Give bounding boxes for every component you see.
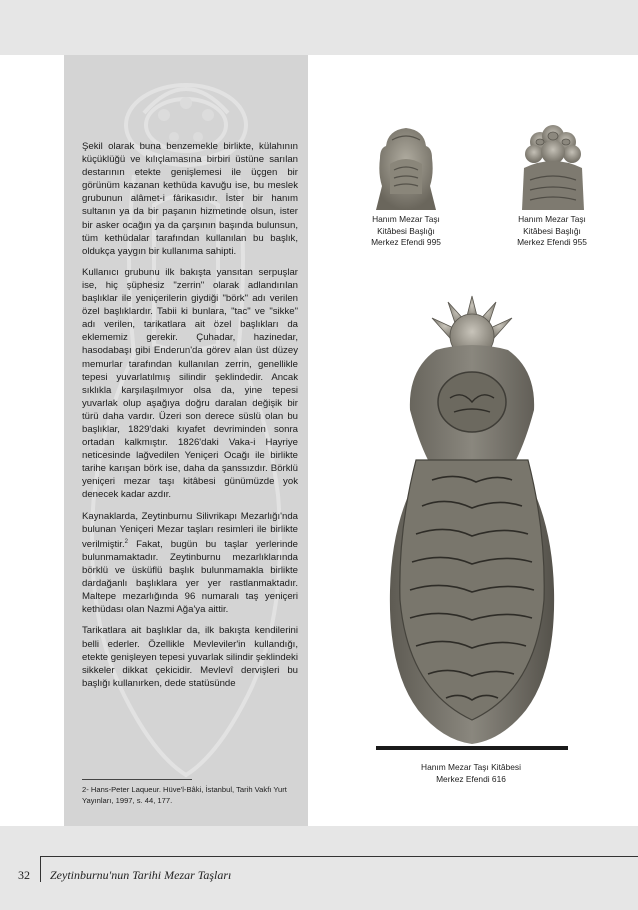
figure-caption-3 — [396, 762, 546, 785]
caption-line: Kitâbesi Başlığı — [523, 225, 581, 236]
caption-line: Merkez Efendi 955 — [517, 237, 587, 247]
footer-rule — [40, 856, 638, 857]
page-number: 32 — [18, 868, 30, 882]
caption-line: Hanım Mezar Taşı — [518, 214, 586, 224]
running-title: Zeytinburnu'nun Tarihi Mezar Taşları — [50, 868, 232, 882]
body-text — [82, 140, 298, 698]
footnote: 2- Hans-Peter Laqueur. Hüve'l-Bâki, İstanbul, Tarih Vakfı Yurt Yayınları, 1997, s. 44, 177. — [82, 785, 287, 805]
paragraph — [82, 510, 298, 617]
tombstone-crest-photo-2 — [510, 124, 596, 210]
paragraph: Şekil olarak buna benzemekle birlikte, külahının küçüklüğü ve kılıçlamasına birbiri üstüne sarılan destarının etekte genişlemesi ile üçgen bir görünüm kazanan kethüda kavuğu ise, bu meslek grubunun alâmet-i fârikasıdır. İster bir hanım sultanın ya da bir paşanın hizmetinde olsun, ister bir asker ocağın ya da çarşının başında bulunsun, tüm kethüdalar tarafından kullanılan bu başlık, oldukça yaygın bir kullanıma sahipti. — [82, 141, 298, 257]
figure-caption-1 — [356, 214, 456, 249]
figure-caption-2 — [502, 214, 602, 249]
paragraph: Kullanıcı grubunu ilk bakışta yansıtan serpuşlar ise, hiç şüphesiz "zerrin" olarak adlandırılan başlıklar ile yeniçerilerin giydiği "börk" adı verilen özel başlıklardır. Tabii ki bunlara, "tac" ve "sikke" adı verilen, tarikatlara ait özel başlıkları da eklememiz gerekir. Çuhadar, hazinedar, hasodabaşı gibi Enderun'da görev alan üst düzey memurlar tarafından kullanılan zerrin, genellikle tepesi yuvarlatılmış silindir şeklindedir. Ancak sıklıkla karşılaşılmıyor olsa da, yine tepesi yuvarlak olup aşağıya doğru daralan değişik bir türü daha vardır. Üzeri son derece süslü olan bu başlıklar, 1829'daki kıyafet devriminden sonra ortadan kalkmıştır. 1826'daki Vaka-i Hayriye neticesinde lağvedilen Yeniçeri Ocağı ile birlikte tarihe karışan börk ise, daha da şanssızdır. Börklü yeniçeri mezar taşı kitâbesi günümüzde yok denecek kadar azdır. — [82, 266, 298, 501]
paragraph-text: Kaynaklarda, Zeytinburnu Silivrikapı Mezarlığı'nda bulunan Yeniçeri Mezar taşları resimleri ile birlikte verilmiştir. — [82, 510, 298, 550]
footnote-ref: 2 — [124, 538, 128, 545]
paragraph: Tarikatlara ait başlıklar da, ilk bakışta kendilerini belli ederler. Özellikle Mevleviler'in kullandığı, etekte genişleyen tepesi yuvarlak silindir şeklindeki sikkeler dikkat çekicidir. Mevlevî dervişleri bu başlığı kullanırken, dede statüsünde — [82, 625, 298, 689]
footnote-rule — [82, 779, 192, 780]
top-band — [0, 0, 638, 55]
tombstone-crest-photo-1 — [368, 124, 444, 210]
caption-line: Hanım Mezar Taşı — [372, 214, 440, 224]
caption-line: Merkez Efendi 616 — [436, 773, 506, 784]
tombstone-inscription-photo — [376, 290, 568, 756]
caption-line: Merkez Efendi 995 — [371, 237, 441, 247]
paragraph-text: Fakat, bugün bu taşlar yerlerinde bulunmamaktadır. Zeytinburnu mezarlıklarında börklü ve üsküflü başlık bulunmamakla birlikte dardağanlı başlıklara yer yer rastlanmaktadır. Maltepe mezarlığında 96 numaralı taş yeniçeri kethüdası olan Nazmi Ağa'ya aittir. — [82, 538, 298, 616]
footer-divider — [40, 856, 41, 882]
caption-line: Hanım Mezar Taşı Kitâbesi — [421, 762, 521, 772]
caption-line: Kitâbesi Başlığı — [377, 225, 435, 236]
